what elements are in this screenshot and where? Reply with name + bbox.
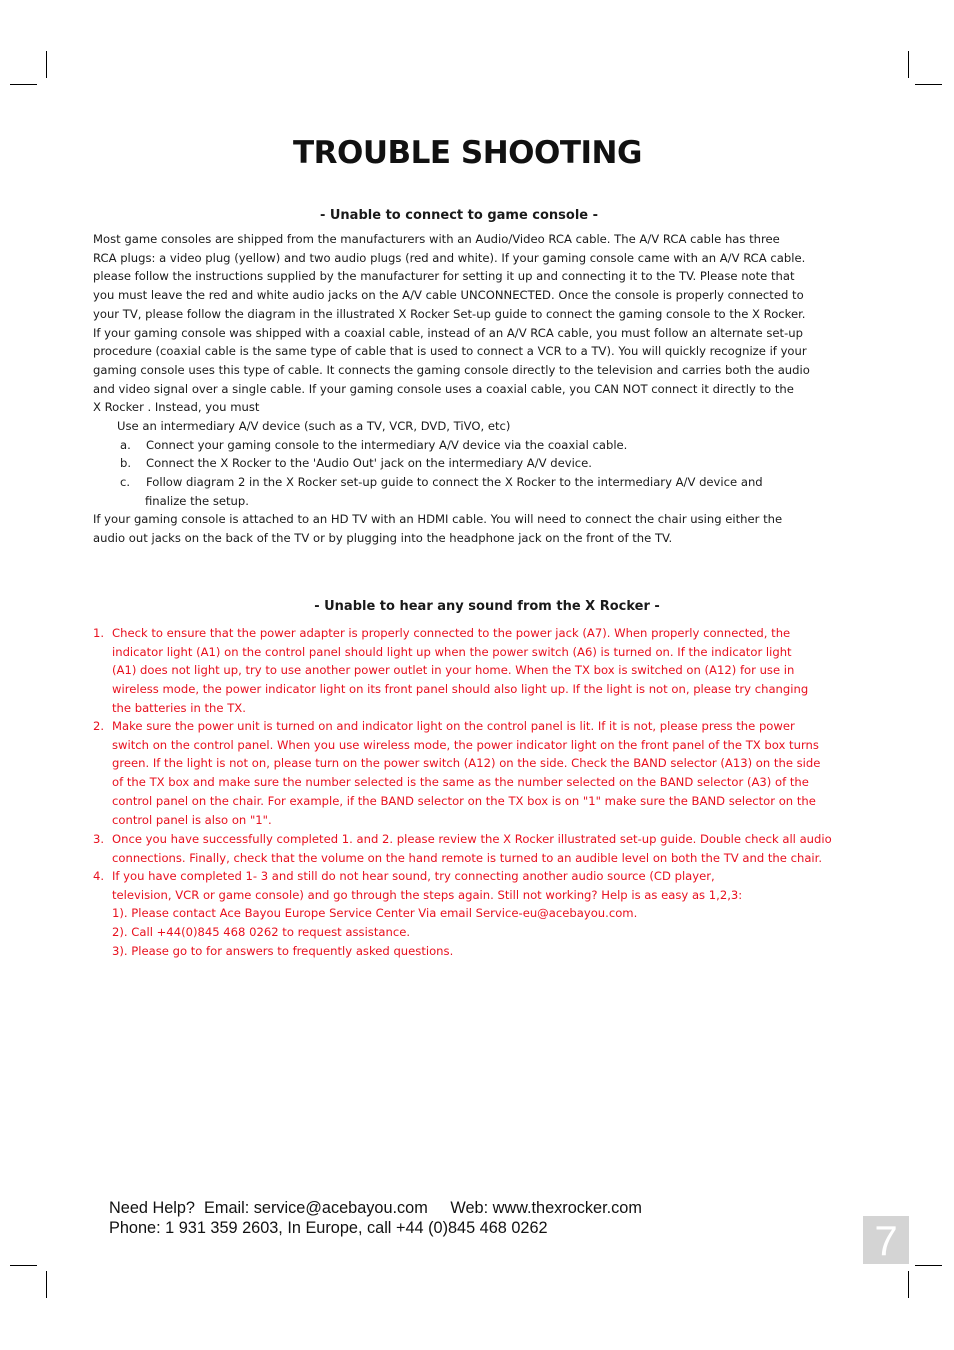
crop-mark	[10, 1265, 37, 1266]
step-marker: a.	[120, 438, 131, 452]
list-line: (A1) does not light up, try to use another power outlet in your home. When the TX box is switched on (A12) for use in	[112, 663, 795, 678]
list-line: Check to ensure that the power adapter is properly connected to the power jack (A7). When properly connected, the	[112, 626, 791, 640]
footer-contact-line: Need Help? Email: service@acebayou.com Web: www.thexrocker.com	[109, 1199, 642, 1217]
paragraph-line: you must leave the red and white audio jacks on the A/V cable UNCONNECTED. Once the console is properly connected to	[93, 288, 804, 303]
crop-mark	[915, 1265, 942, 1266]
list-number: 4.	[93, 869, 105, 883]
step-text	[146, 436, 866, 455]
crop-mark	[46, 1271, 47, 1298]
step-marker: c.	[120, 475, 131, 489]
crop-mark	[908, 1271, 909, 1298]
use-intermediary-line: Use an intermediary A/V device (such as a TV, VCR, DVD, TiVO, etc)	[117, 419, 511, 433]
paragraph-line: gaming console uses this type of cable. It connects the gaming console directly to the television and carries both the audio	[93, 362, 810, 377]
section-heading-sound: - Unable to hear any sound from the X Rocker -	[314, 599, 660, 614]
paragraph-line: audio out jacks on the back of the TV or by plugging into the headphone jack on the front of the TV.	[93, 530, 673, 545]
paragraph-line: RCA plugs: a video plug (yellow) and two audio plugs (red and white). If your gaming console came with an A/V RCA cable.	[93, 250, 806, 265]
list-line: 3). Please go to for answers to frequently asked questions.	[112, 943, 454, 958]
list-line: indicator light (A1) on the control panel should light up when the power switch (A6) is turned on. If the indicator light	[112, 644, 792, 659]
console-paragraph	[93, 230, 873, 417]
list-number: 1.	[93, 626, 105, 640]
list-line: switch on the control panel. When you use wireless mode, the power indicator light on the front panel of the TX box turns	[112, 737, 819, 752]
list-line: connections. Finally, check that the volume on the hand remote is turned to an audible level on both the TV and the chair.	[112, 850, 823, 865]
paragraph-line: Most game consoles are shipped from the manufacturers with an Audio/Video RCA cable. The A/V RCA cable has three	[93, 232, 780, 246]
page-number-box	[863, 1216, 909, 1264]
hdmi-paragraph	[93, 510, 873, 547]
list-line: green. If the light is not on, please turn on the power switch (A12) on the side. Check the BAND selector (A13) on the side	[112, 756, 821, 771]
crop-mark	[915, 84, 942, 85]
step-text	[146, 454, 866, 473]
step-marker: b.	[120, 456, 132, 470]
list-line: If you have completed 1- 3 and still do not hear sound, try connecting another audio source (CD player,	[112, 869, 715, 883]
list-number: 2.	[93, 719, 105, 733]
page-title: TROUBLE SHOOTING	[293, 135, 642, 171]
crop-mark	[46, 51, 47, 78]
list-item	[112, 624, 882, 718]
list-line: 2). Call +44(0)845 468 0262 to request assistance.	[112, 925, 411, 940]
crop-mark	[10, 84, 37, 85]
list-line: Make sure the power unit is turned on and indicator light on the control panel is lit. If it is not, please press the power	[112, 719, 795, 733]
list-line: Once you have successfully completed 1. and 2. please review the X Rocker illustrated set-up guide. Double check all audio	[112, 832, 832, 846]
paragraph-line: and video signal over a single cable. If your gaming console uses a coaxial cable, you CAN NOT connect it directly to the	[93, 381, 794, 396]
list-line: television, VCR or game console) and go through the steps again. Still not working? Help is as easy as 1,2,3:	[112, 887, 743, 902]
list-item	[112, 867, 882, 961]
list-number: 3.	[93, 832, 105, 846]
footer-phone-line: Phone: 1 931 359 2603, In Europe, call +44 (0)845 468 0262	[109, 1219, 548, 1237]
step-text	[146, 473, 866, 510]
list-item	[112, 717, 882, 829]
paragraph-line: your TV, please follow the diagram in the illustrated X Rocker Set-up guide to connect the gaming console to the X Rocker.	[93, 306, 806, 321]
paragraph-line: procedure (coaxial cable is the same type of cable that is used to connect a VCR to a TV). You will quickly recognize if your	[93, 344, 807, 359]
list-line: of the TX box and make sure the number selected is the same as the number selected on the BAND selector (A3) of the	[112, 775, 809, 790]
step-line: Follow diagram 2 in the X Rocker set-up guide to connect the X Rocker to the intermediary A/V device and	[146, 475, 763, 489]
list-line: wireless mode, the power indicator light on its front panel should also light up. If the light is not on, please try changing	[112, 682, 809, 697]
section-heading-console: - Unable to connect to game console -	[319, 208, 599, 223]
list-line: the batteries in the TX.	[112, 700, 246, 715]
step-line: Connect your gaming console to the intermediary A/V device via the coaxial cable.	[146, 438, 628, 452]
help-footer	[109, 1198, 642, 1238]
step-line: finalize the setup.	[145, 493, 249, 508]
crop-mark	[908, 51, 909, 78]
step-line: Connect the X Rocker to the 'Audio Out' jack on the intermediary A/V device.	[146, 456, 592, 470]
list-item	[112, 830, 882, 867]
paragraph-line: If your gaming console was shipped with a coaxial cable, instead of an A/V RCA cable, you must follow an alternate set-up	[93, 325, 803, 340]
list-line: control panel is also on "1".	[112, 812, 272, 827]
paragraph-line: If your gaming console is attached to an HD TV with an HDMI cable. You will need to connect the chair using either the	[93, 512, 783, 526]
paragraph-line: please follow the instructions supplied by the manufacturer for setting it up and connecting it to the TV. Please note that	[93, 269, 795, 284]
list-line: 1). Please contact Ace Bayou Europe Service Center Via email Service-eu@acebayou.com.	[112, 906, 638, 921]
page-number: 7	[874, 1217, 898, 1264]
list-line: control panel on the chair. For example, if the BAND selector on the TX box is on "1" make sure the BAND selector on the	[112, 793, 816, 808]
paragraph-line: X Rocker . Instead, you must	[93, 400, 260, 415]
